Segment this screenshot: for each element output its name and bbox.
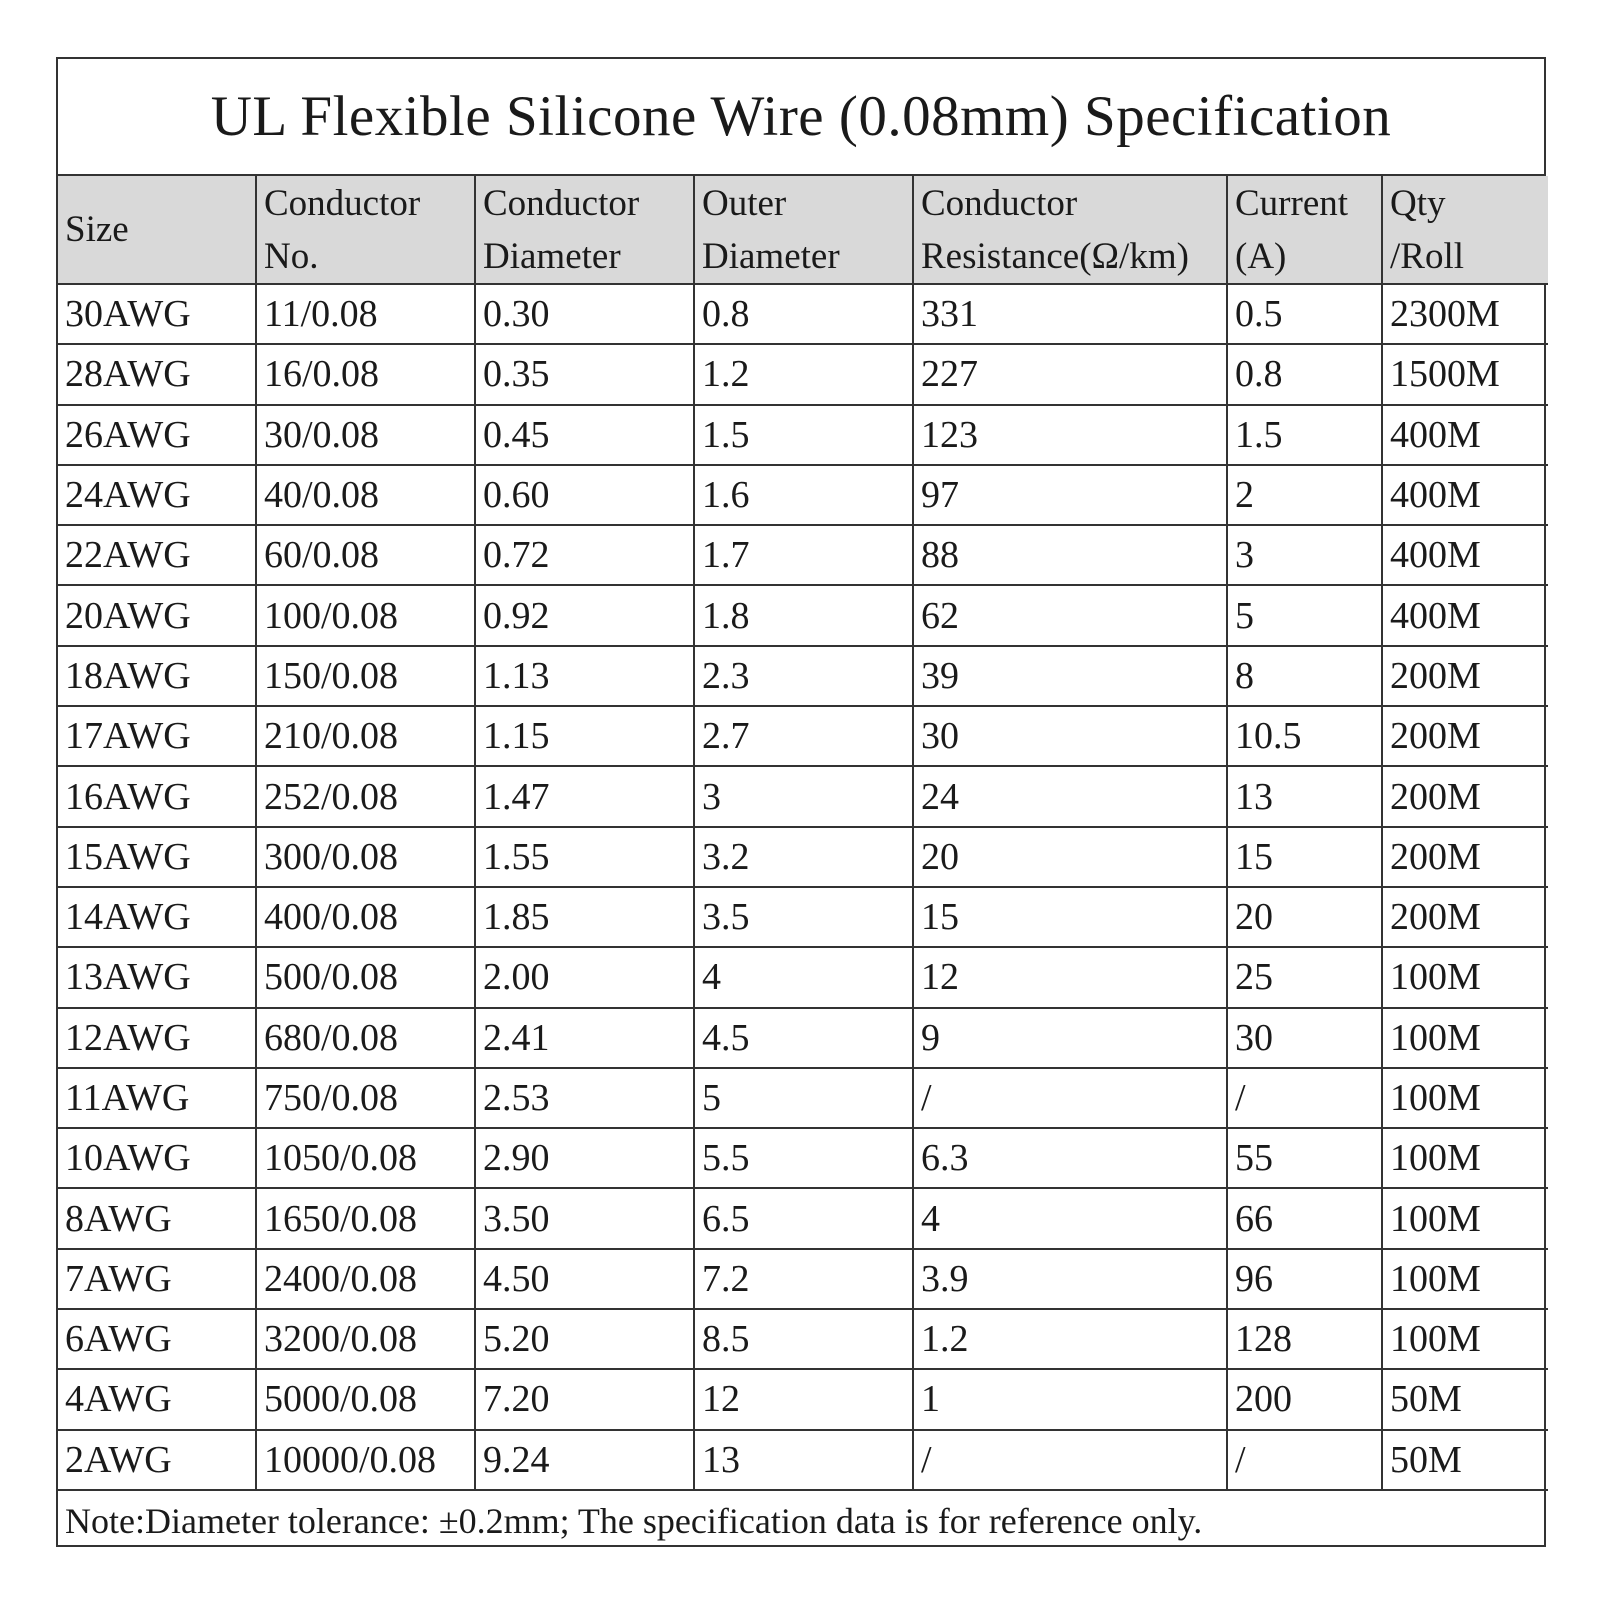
- column-header-line: Qty: [1390, 182, 1446, 224]
- table-cell: 20: [913, 827, 1227, 887]
- table-cell: 20AWG: [58, 585, 256, 645]
- table-cell: 11/0.08: [256, 284, 475, 344]
- table-cell: 8.5: [694, 1309, 913, 1369]
- table-cell: 4: [913, 1188, 1227, 1248]
- table-cell: 5: [694, 1068, 913, 1128]
- table-cell: 7AWG: [58, 1249, 256, 1309]
- table-row: [58, 1188, 1548, 1248]
- table-body: [58, 284, 1548, 1490]
- table-cell: 100M: [1382, 1068, 1548, 1128]
- table-cell: 40/0.08: [256, 465, 475, 525]
- table-cell: 200M: [1382, 766, 1548, 826]
- table-cell: 1.55: [475, 827, 694, 887]
- table-row: [58, 947, 1548, 1007]
- table-cell: 62: [913, 585, 1227, 645]
- table-cell: 331: [913, 284, 1227, 344]
- table-cell: 2: [1227, 465, 1382, 525]
- column-header-line: Size: [65, 209, 129, 250]
- table-cell: 227: [913, 344, 1227, 404]
- table-cell: 10AWG: [58, 1128, 256, 1188]
- column-header-line: No.: [264, 235, 319, 277]
- table-cell: 0.30: [475, 284, 694, 344]
- table-row: [58, 585, 1548, 645]
- table-cell: 400M: [1382, 465, 1548, 525]
- table-cell: 0.72: [475, 525, 694, 585]
- table-cell: 14AWG: [58, 887, 256, 947]
- table-cell: 1.13: [475, 646, 694, 706]
- table-cell: 17AWG: [58, 706, 256, 766]
- table-row: [58, 827, 1548, 887]
- table-row: [58, 766, 1548, 826]
- table-cell: 200M: [1382, 706, 1548, 766]
- table-cell: 0.8: [1227, 344, 1382, 404]
- table-cell: 1.7: [694, 525, 913, 585]
- page-title: UL Flexible Silicone Wire (0.08mm) Specification: [58, 59, 1544, 176]
- table-cell: /: [913, 1430, 1227, 1490]
- table-row: [58, 405, 1548, 465]
- table-cell: 9.24: [475, 1430, 694, 1490]
- table-cell: 7.2: [694, 1249, 913, 1309]
- table-cell: 22AWG: [58, 525, 256, 585]
- table-cell: 400M: [1382, 405, 1548, 465]
- column-header-line: Diameter: [702, 235, 840, 277]
- table-cell: 100M: [1382, 1008, 1548, 1068]
- table-cell: 30/0.08: [256, 405, 475, 465]
- table-cell: 15AWG: [58, 827, 256, 887]
- table-cell: 400M: [1382, 585, 1548, 645]
- table-cell: 100M: [1382, 1309, 1548, 1369]
- table-cell: 20: [1227, 887, 1382, 947]
- table-cell: 5000/0.08: [256, 1369, 475, 1429]
- table-cell: 1.5: [694, 405, 913, 465]
- table-cell: 15: [913, 887, 1227, 947]
- table-row: [58, 1008, 1548, 1068]
- table-cell: 6.5: [694, 1188, 913, 1248]
- table-cell: 15: [1227, 827, 1382, 887]
- table-cell: 16/0.08: [256, 344, 475, 404]
- table-cell: 12: [913, 947, 1227, 1007]
- table-cell: 0.60: [475, 465, 694, 525]
- table-row: [58, 706, 1548, 766]
- column-header-line: Outer: [702, 182, 787, 224]
- table-cell: 12: [694, 1369, 913, 1429]
- column-header: [58, 176, 256, 284]
- table-cell: 12AWG: [58, 1008, 256, 1068]
- table-cell: 3.9: [913, 1249, 1227, 1309]
- table-cell: 25: [1227, 947, 1382, 1007]
- table-cell: 1.5: [1227, 405, 1382, 465]
- table-cell: 66: [1227, 1188, 1382, 1248]
- table-cell: 4: [694, 947, 913, 1007]
- table-cell: 60/0.08: [256, 525, 475, 585]
- table-cell: 2.53: [475, 1068, 694, 1128]
- table-cell: 200M: [1382, 646, 1548, 706]
- table-cell: 1050/0.08: [256, 1128, 475, 1188]
- table-cell: 11AWG: [58, 1068, 256, 1128]
- table-row: [58, 1249, 1548, 1309]
- table-cell: 5.20: [475, 1309, 694, 1369]
- column-header-line: Conductor: [264, 182, 421, 224]
- table-cell: 2AWG: [58, 1430, 256, 1490]
- table-cell: 5: [1227, 585, 1382, 645]
- table-cell: 50M: [1382, 1369, 1548, 1429]
- table-cell: 2300M: [1382, 284, 1548, 344]
- table-cell: 30AWG: [58, 284, 256, 344]
- table-cell: 2.3: [694, 646, 913, 706]
- table-cell: 28AWG: [58, 344, 256, 404]
- table-cell: 4.5: [694, 1008, 913, 1068]
- table-row: [58, 284, 1548, 344]
- table-cell: 24AWG: [58, 465, 256, 525]
- table-cell: 100/0.08: [256, 585, 475, 645]
- table-cell: 8: [1227, 646, 1382, 706]
- table-cell: 4.50: [475, 1249, 694, 1309]
- table-cell: 680/0.08: [256, 1008, 475, 1068]
- table-cell: /: [1227, 1430, 1382, 1490]
- table-cell: 1.2: [694, 344, 913, 404]
- table-cell: 100M: [1382, 1128, 1548, 1188]
- table-cell: 6.3: [913, 1128, 1227, 1188]
- column-header: [256, 176, 475, 284]
- table-cell: 1.47: [475, 766, 694, 826]
- table-cell: 1.8: [694, 585, 913, 645]
- table-row: [58, 1068, 1548, 1128]
- table-cell: 96: [1227, 1249, 1382, 1309]
- column-header-line: Conductor: [921, 182, 1078, 224]
- table-cell: 9: [913, 1008, 1227, 1068]
- table-row: [58, 887, 1548, 947]
- table-row: [58, 525, 1548, 585]
- table-cell: 26AWG: [58, 405, 256, 465]
- table-cell: 252/0.08: [256, 766, 475, 826]
- table-row: [58, 1369, 1548, 1429]
- table-cell: 13AWG: [58, 947, 256, 1007]
- header-row: [58, 176, 1548, 284]
- table-row: [58, 344, 1548, 404]
- table-cell: 1: [913, 1369, 1227, 1429]
- table-cell: 18AWG: [58, 646, 256, 706]
- table-header: [58, 176, 1548, 284]
- table-cell: 3: [1227, 525, 1382, 585]
- table-cell: 128: [1227, 1309, 1382, 1369]
- table-row: [58, 1128, 1548, 1188]
- table-cell: 400/0.08: [256, 887, 475, 947]
- table-cell: 88: [913, 525, 1227, 585]
- table-cell: 200M: [1382, 887, 1548, 947]
- table-cell: 55: [1227, 1128, 1382, 1188]
- column-header: [1227, 176, 1382, 284]
- table-row: [58, 1430, 1548, 1490]
- table-cell: 1.85: [475, 887, 694, 947]
- table-cell: 3200/0.08: [256, 1309, 475, 1369]
- table-cell: 2.41: [475, 1008, 694, 1068]
- table-cell: 50M: [1382, 1430, 1548, 1490]
- table-row: [58, 646, 1548, 706]
- table-cell: 0.45: [475, 405, 694, 465]
- column-header-line: Conductor: [483, 182, 640, 224]
- table-cell: 0.35: [475, 344, 694, 404]
- table-cell: 3.5: [694, 887, 913, 947]
- table-cell: 200: [1227, 1369, 1382, 1429]
- table-cell: 39: [913, 646, 1227, 706]
- table-cell: 1500M: [1382, 344, 1548, 404]
- column-header-line: /Roll: [1390, 235, 1465, 277]
- table-cell: 10000/0.08: [256, 1430, 475, 1490]
- table-cell: 210/0.08: [256, 706, 475, 766]
- table-cell: 30: [913, 706, 1227, 766]
- table-cell: 300/0.08: [256, 827, 475, 887]
- table-cell: 8AWG: [58, 1188, 256, 1248]
- column-header-line: Diameter: [483, 235, 621, 277]
- table-cell: 2.7: [694, 706, 913, 766]
- table-cell: 400M: [1382, 525, 1548, 585]
- column-header-line: Current: [1235, 182, 1349, 224]
- table-cell: 6AWG: [58, 1309, 256, 1369]
- footnote: Note:Diameter tolerance: ±0.2mm; The specification data is for reference only.: [65, 1500, 1203, 1541]
- table-cell: 0.92: [475, 585, 694, 645]
- table-cell: 123: [913, 405, 1227, 465]
- column-header: [913, 176, 1227, 284]
- table-cell: 150/0.08: [256, 646, 475, 706]
- table-cell: 100M: [1382, 1249, 1548, 1309]
- column-header: [1382, 176, 1548, 284]
- table-cell: 5.5: [694, 1128, 913, 1188]
- table-cell: 10.5: [1227, 706, 1382, 766]
- table-cell: 16AWG: [58, 766, 256, 826]
- table-cell: 1.6: [694, 465, 913, 525]
- table-cell: 2.00: [475, 947, 694, 1007]
- table-cell: 4AWG: [58, 1369, 256, 1429]
- column-header: [475, 176, 694, 284]
- table-cell: 2.90: [475, 1128, 694, 1188]
- table-cell: /: [913, 1068, 1227, 1128]
- table-cell: 13: [694, 1430, 913, 1490]
- table-cell: 3.50: [475, 1188, 694, 1248]
- column-header: [694, 176, 913, 284]
- table-cell: 97: [913, 465, 1227, 525]
- table-cell: 0.8: [694, 284, 913, 344]
- table-cell: 24: [913, 766, 1227, 826]
- table-cell: 3: [694, 766, 913, 826]
- table-cell: 7.20: [475, 1369, 694, 1429]
- table-cell: 0.5: [1227, 284, 1382, 344]
- spec-sheet: [56, 57, 1546, 1547]
- table-cell: 100M: [1382, 947, 1548, 1007]
- table-cell: 1.2: [913, 1309, 1227, 1369]
- table-row: [58, 465, 1548, 525]
- column-header-line: Resistance(Ω/km): [921, 235, 1189, 277]
- table-cell: 1650/0.08: [256, 1188, 475, 1248]
- table-cell: 1.15: [475, 706, 694, 766]
- table-row: [58, 1309, 1548, 1369]
- table-cell: 500/0.08: [256, 947, 475, 1007]
- table-cell: 13: [1227, 766, 1382, 826]
- table-cell: 750/0.08: [256, 1068, 475, 1128]
- table-cell: 30: [1227, 1008, 1382, 1068]
- table-cell: /: [1227, 1068, 1382, 1128]
- table-cell: 3.2: [694, 827, 913, 887]
- column-header-line: (A): [1235, 235, 1287, 277]
- table-cell: 100M: [1382, 1188, 1548, 1248]
- spec-table: [58, 176, 1548, 1491]
- table-cell: 200M: [1382, 827, 1548, 887]
- table-cell: 2400/0.08: [256, 1249, 475, 1309]
